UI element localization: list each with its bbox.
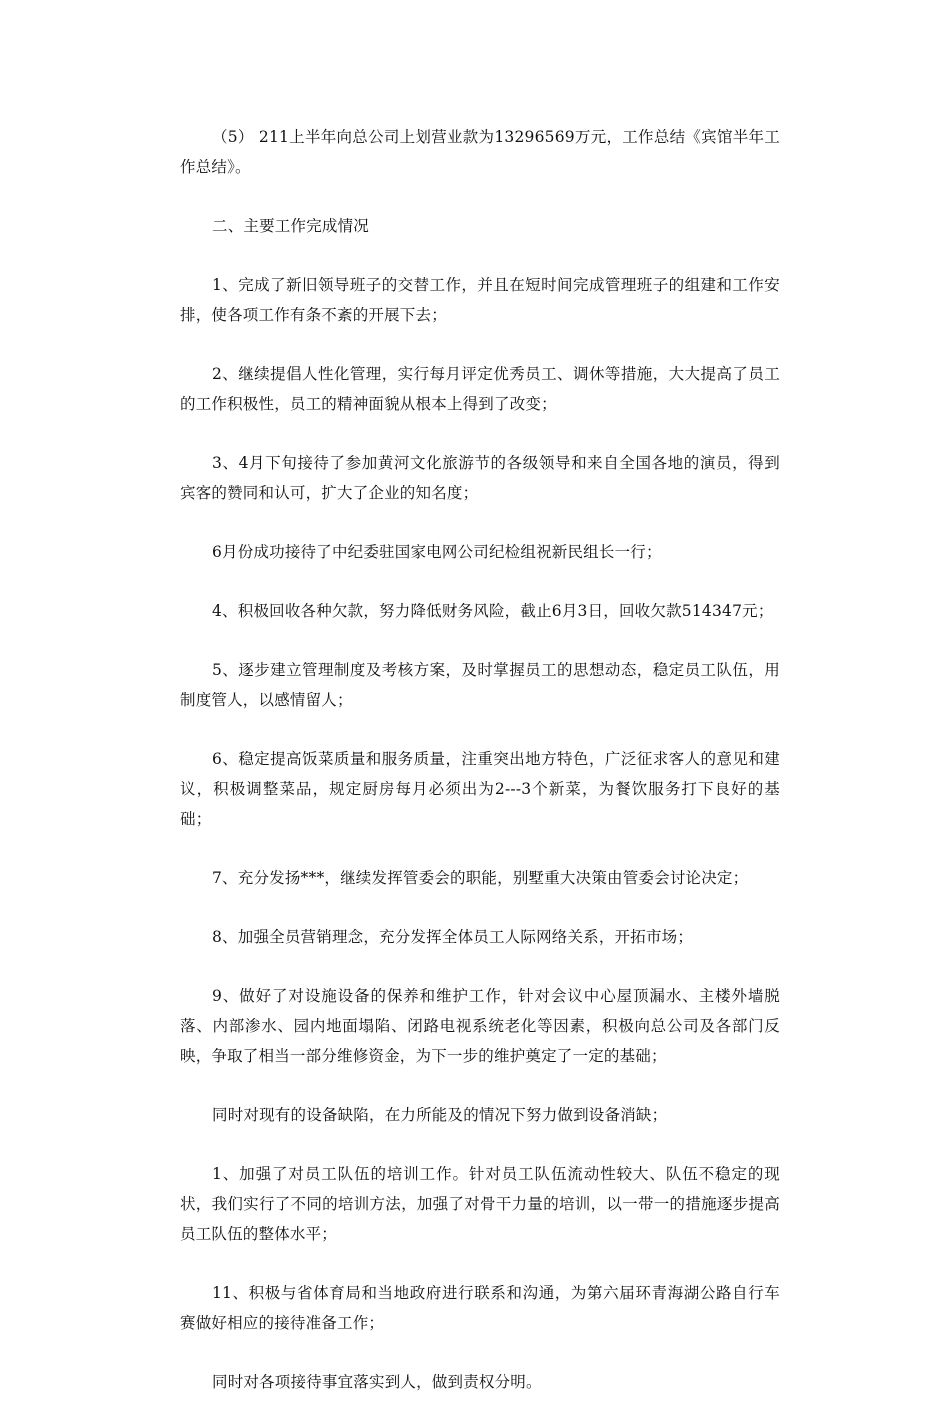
paragraph-item-training: 1、加强了对员工队伍的培训工作。针对员工队伍流动性较大、队伍不稳定的现状，我们实行了不同的培训方法，加强了对骨干力量的培训，以一带一的措施逐步提高员工队伍的整体水平；	[180, 1165, 780, 1243]
paragraph-item-1: 1、完成了新旧领导班子的交替工作，并且在短时间完成管理班子的组建和工作安排，使各项工作有条不紊的开展下去；	[180, 276, 780, 324]
paragraph-item-3: 3、4月下旬接待了参加黄河文化旅游节的各级领导和来自全国各地的演员，得到宾客的赞同和认可，扩大了企业的知名度；	[180, 454, 780, 502]
paragraph-item-11: 11、积极与省体育局和当地政府进行联系和沟通，为第六届环青海湖公路自行车赛做好相应的接待准备工作；	[180, 1284, 780, 1332]
paragraph-equipment-defects: 同时对现有的设备缺陷，在力所能及的情况下努力做到设备消缺；	[212, 1106, 668, 1124]
paragraph-item-7: 7、充分发扬***，继续发挥管委会的职能，别墅重大决策由管委会讨论决定；	[212, 869, 749, 887]
paragraph-item-2: 2、继续提倡人性化管理，实行每月评定优秀员工、调休等措施，大大提高了员工的工作积极性，员工的精神面貌从根本上得到了改变；	[180, 365, 780, 413]
paragraph-june-reception: 6月份成功接待了中纪委驻国家电网公司纪检组祝新民组长一行；	[212, 543, 662, 561]
paragraph-item-4: 4、积极回收各种欠款，努力降低财务风险，截止6月3日，回收欠款514347元；	[212, 602, 774, 620]
paragraph-item-6: 6、稳定提高饭菜质量和服务质量，注重突出地方特色，广泛征求客人的意见和建议，积极调整菜品，规定厨房每月必须出为2---3个新菜，为餐饮服务打下良好的基础；	[180, 750, 780, 828]
paragraph-item-8: 8、加强全员营销理念，充分发挥全体员工人际网络关系，开拓市场；	[212, 928, 694, 946]
paragraph-item-9: 9、做好了对设施设备的保养和维护工作，针对会议中心屋顶漏水、主楼外墙脱落、内部渗水、园内地面塌陷、闭路电视系统老化等因素，积极向总公司及各部门反映，争取了相当一部分维修资金，为下一步的维护奠定了一定的基础；	[180, 987, 780, 1065]
paragraph-revenue-summary: （5） 211上半年向总公司上划营业款为13296569万元，工作总结《宾馆半年工作总结》。	[180, 128, 780, 176]
paragraph-item-5: 5、逐步建立管理制度及考核方案，及时掌握员工的思想动态，稳定员工队伍，用制度管人，以感情留人；	[180, 661, 780, 709]
document-body	[180, 122, 780, 1426]
section-heading-main-work: 二、主要工作完成情况	[212, 217, 370, 235]
paragraph-reception-responsibility: 同时对各项接待事宜落实到人，做到责权分明。	[212, 1373, 542, 1391]
